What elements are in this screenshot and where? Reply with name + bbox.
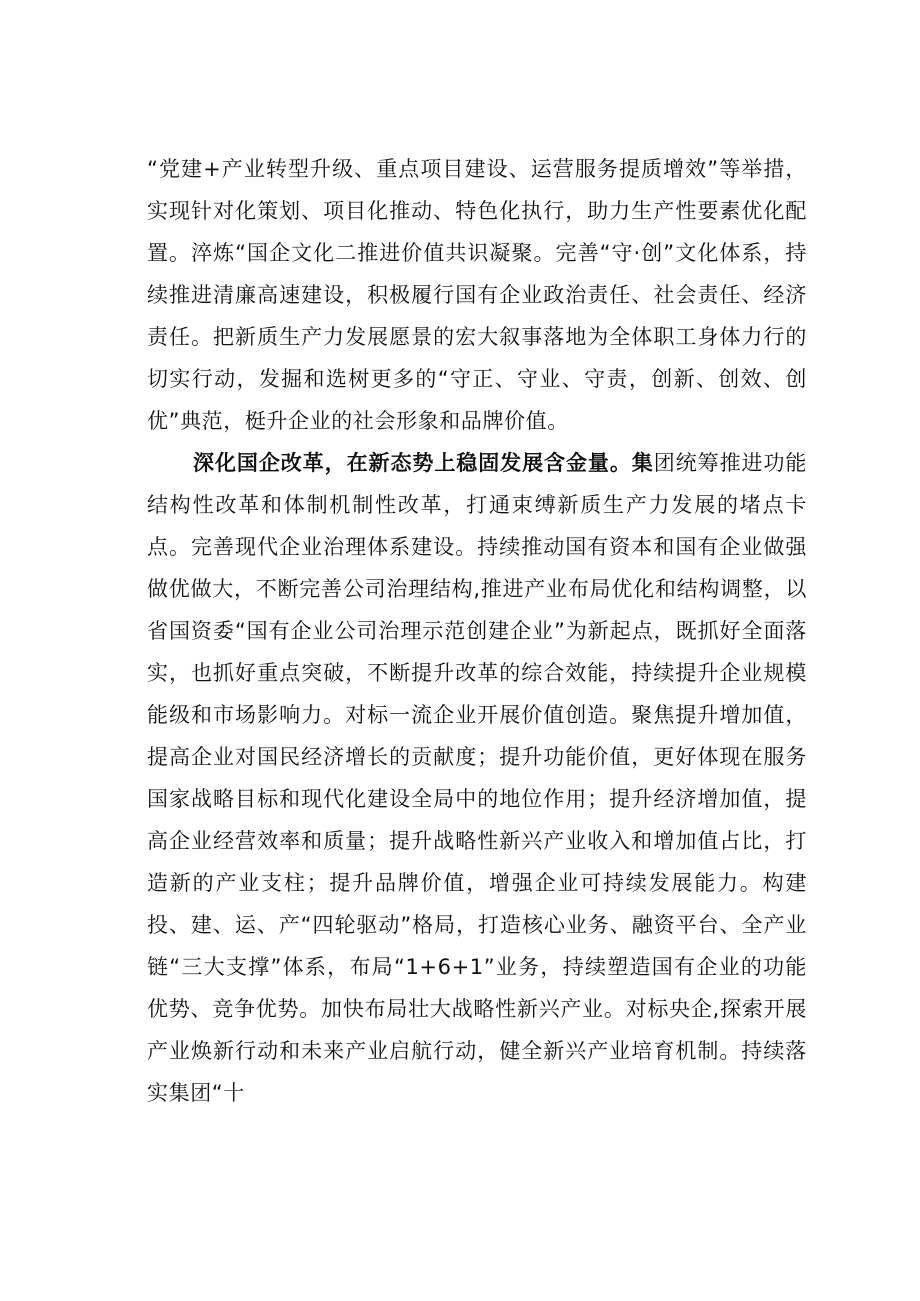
paragraph-reform [147,442,807,1114]
document-page [147,148,807,1114]
paragraph-culture [147,148,807,442]
paragraph-text: 团统筹推进功能结构性改革和体制机制性改革，打通束缚新质生产力发展的堵点卡点。完善现代企业治理体系建设。持续推动国有资本和国有企业做强做优做大，不断完善公司治理结构,推进产业布局优化和结构调整，以省国资委“国有企业公司治理示范创建企业”为新起点，既抓好全面落实，也抓好重点突破，不断提升改革的综合效能，持续提升企业规模能级和市场影响力。对标一流企业开展价值创造。聚焦提升增加值，提高企业对国民经济增长的贡献度；提升功能价值，更好体现在服务国家战略目标和现代化建设全局中的地位作用；提升经济增加值，提高企业经营效率和质量；提升战略性新兴产业收入和增加值占比，打造新的产业支柱；提升品牌价值，增强企业可持续发展能力。构建投、建、运、产“四轮驱动”格局，打造核心业务、融资平台、全产业链“三大支撑”体系，布局“1+6+1”业务，持续塑造国有企业的功能优势、竞争优势。加快布局壮大战略性新兴产业。对标央企,探索开展产业焕新行动和未来产业启航行动，健全新兴产业培育机制。持续落实集团“十 [147,451,807,1105]
paragraph-heading: 深化国企改革，在新态势上稳固发展含金量。集 [193,451,654,475]
paragraph-text: “党建+产业转型升级、重点项目建设、运营服务提质增效”等举措，实现针对化策划、项目化推动、特色化执行，助力生产性要素优化配置。淬炼“国企文化二推进价值共识凝聚。完善“守·创”文化体系，持续推进清廉高速建设，积极履行国有企业政治责任、社会责任、经济责任。把新质生产力发展愿景的宏大叙事落地为全体职工身体力行的切实行动，发掘和选树更多的“守正、守业、守责，创新、创效、创优”典范，梃升企业的社会形象和品牌价值。 [147,157,807,433]
